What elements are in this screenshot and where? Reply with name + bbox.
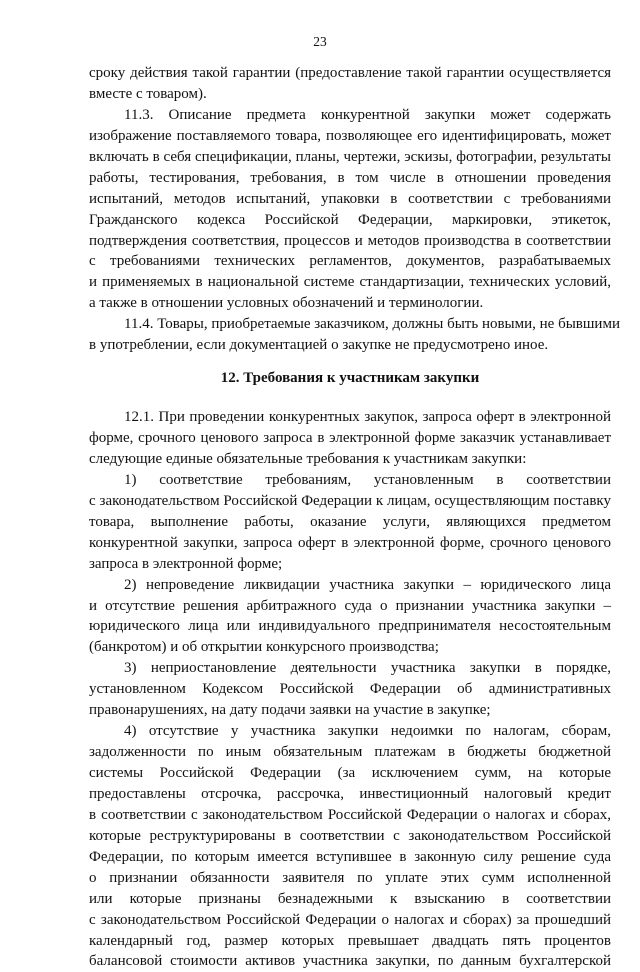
text-line: 11.4. Товары, приобретаемые заказчиком, должны быть новыми, не бывшими xyxy=(124,316,620,333)
section-12-heading: 12. Требования к участникам закупки xyxy=(220,370,480,387)
text-line: включать в себя спецификации, планы, чертежи, эскизы, фотографии, результаты xyxy=(89,148,611,165)
text-line: следующие единые обязательные требования к участникам закупки: xyxy=(89,450,527,467)
text-line: запроса в электронной форме; xyxy=(89,555,283,572)
text-line: испытаний, методов испытаний, упаковки в соответствии с требованиями xyxy=(89,190,611,207)
text-line: которые реструктурированы в соответствии с законодательством Российской xyxy=(89,827,611,844)
text-line: в соответствии с законодательством Российской Федерации о налогах и сборах, xyxy=(89,806,611,823)
text-line: подтверждения соответствия, процессов и методов производства в соответствии xyxy=(89,232,611,249)
text-line: балансовой стоимости активов участника закупки, по данным бухгалтерской xyxy=(89,953,611,970)
text-line: предоставлены отсрочка, рассрочка, инвестиционный налоговый кредит xyxy=(89,785,611,802)
text-line: или которые признаны безнадежными к взысканию в соответствии xyxy=(89,890,611,907)
text-line: 3) неприостановление деятельности участника закупки в порядке, xyxy=(124,660,611,677)
text-line: с требованиями технических регламентов, документов, разрабатываемых xyxy=(89,253,611,270)
text-line: с законодательством Российской Федерации к лицам, осуществляющим поставку xyxy=(89,492,611,509)
text-line: форме, срочного ценового запроса в электронной форме заказчик устанавливает xyxy=(89,430,611,446)
text-line: Федерации, по которым имеется вступившее в законную силу решение суда xyxy=(89,848,611,865)
text-line: 12.1. При проведении конкурентных закупок, запроса оферт в электронной xyxy=(124,409,611,426)
text-line: вместе с товаром). xyxy=(89,85,207,102)
text-line: Гражданского кодекса Российской Федерации, маркировки, этикеток, xyxy=(89,211,611,228)
text-line: товара, выполнение работы, оказание услуги, являющихся предметом xyxy=(89,513,611,530)
text-line: 1) соответствие требованиям, установленным в соответствии xyxy=(124,471,611,488)
text-line: в употреблении, если документацией о закупке не предусмотрено иное. xyxy=(89,337,549,354)
page-number: 23 xyxy=(313,34,327,49)
text-line: задолженности по иным обязательным платежам в бюджеты бюджетной xyxy=(89,744,611,761)
text-line: о признании обязанности заявителя по уплате этих сумм исполненной xyxy=(89,869,611,886)
text-line: изображение поставляемого товара, позволяющее его идентифицировать, может xyxy=(89,127,611,144)
text-line: (банкротом) и об открытии конкурсного производства; xyxy=(89,639,439,656)
text-line: юридического лица или индивидуального предпринимателя несостоятельным xyxy=(89,618,611,635)
text-line: правонарушениях, на дату подачи заявки на участие в закупке; xyxy=(89,702,491,719)
document-body xyxy=(89,63,620,972)
text-line: системы Российской Федерации (за исключением сумм, на которые xyxy=(89,765,611,781)
section-11-text xyxy=(89,63,620,356)
text-line: конкурентной закупки, запроса оферт в электронной форме, срочного ценового xyxy=(89,534,611,551)
text-line: работы, тестирования, требования, в том числе в отношении проведения xyxy=(89,169,611,186)
text-line: установленном Кодексом Российской Федерации об административных xyxy=(89,681,611,698)
text-line: с законодательством Российской Федерации о налогах и сборах) за прошедший xyxy=(89,911,611,928)
text-line: а также в отношении условных обозначений и терминологии. xyxy=(89,295,484,312)
text-line: 4) отсутствие у участника закупки недоимки по налогам, сборам, xyxy=(124,723,611,740)
text-line: и применяемых в национальной системе стандартизации, технических условий, xyxy=(89,274,611,291)
text-line: сроку действия такой гарантии (предоставление такой гарантии осуществляется xyxy=(89,65,611,81)
section-12-text xyxy=(89,407,611,972)
text-line: 2) непроведение ликвидации участника закупки – юридического лица xyxy=(124,576,611,593)
text-line: календарный год, размер которых превышает двадцать пять процентов xyxy=(89,932,611,949)
text-line: и отсутствие решения арбитражного суда о признании участника закупки – xyxy=(89,597,611,614)
text-line: 11.3. Описание предмета конкурентной закупки может содержать xyxy=(124,106,611,123)
